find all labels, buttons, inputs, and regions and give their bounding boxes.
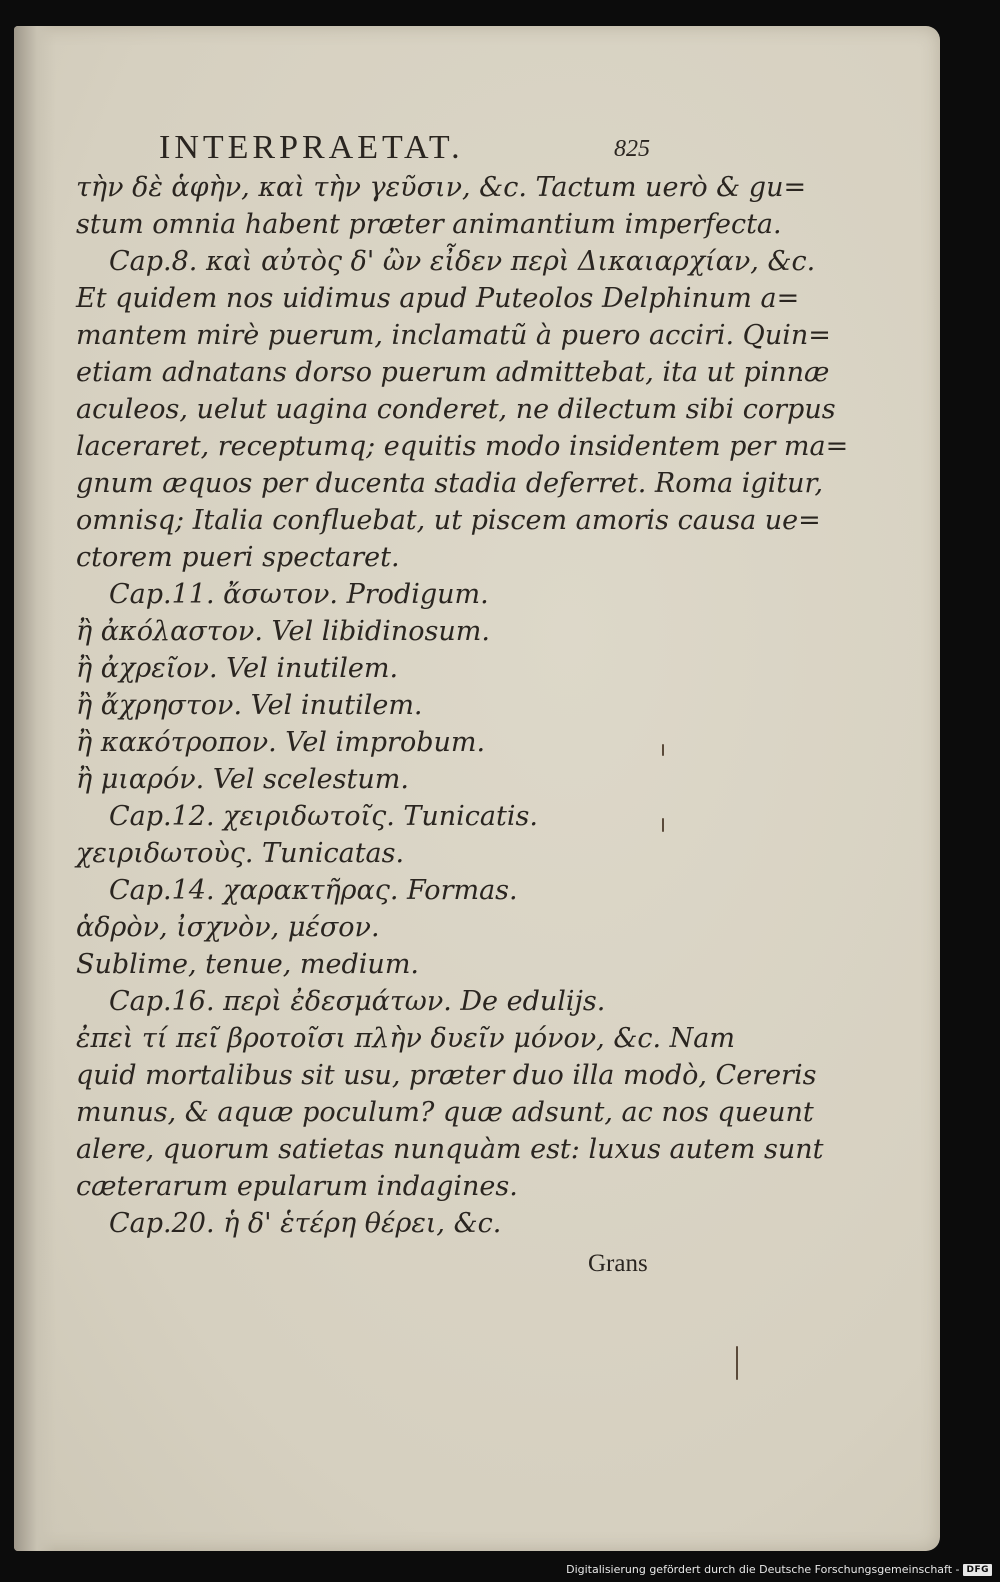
text-line: Cap.12. χειριδωτοῖς. Tunicatis. xyxy=(109,801,538,832)
text-line: alere, quorum satietas nunquàm est: luxus autem sunt xyxy=(76,1134,824,1165)
text-line: gnum æquos per ducenta stadia deferret. Roma igitur, xyxy=(76,468,824,499)
text-line: cæterarum epularum indagines. xyxy=(76,1171,518,1202)
text-line: quid mortalibus sit usu, præter duo illa modò, Cereris xyxy=(76,1060,817,1091)
text-line: χειριδωτοὺς. Tunicatas. xyxy=(76,838,405,869)
text-line: ἐπεὶ τί πεῖ βροτοῖσι πλὴν δυεῖν μόνον, &c. Nam xyxy=(76,1023,735,1054)
text-line: ἁδρὸν, ἰσχνὸν, μέσον. xyxy=(76,912,380,943)
text-line: etiam adnatans dorso puerum admittebat, ita ut pinnæ xyxy=(76,357,830,388)
dfg-logo: DFG xyxy=(963,1564,992,1576)
text-line: Cap.8. καὶ αὐτὸς δ' ὢν εἶδεν περὶ Δικαιαρχίαν, &c. xyxy=(109,246,816,277)
text-line: stum omnia habent præter animantium imperfecta. xyxy=(76,209,782,240)
text-line: ἢ κακότροπον. Vel improbum. xyxy=(76,727,486,758)
margin-mark xyxy=(662,744,664,756)
credit-text: Digitalisierung gefördert durch die Deutsche Forschungsgemeinschaft - xyxy=(566,1563,960,1576)
text-line: Cap.20. ἡ δ' ἑτέρη θέρει, &c. xyxy=(109,1208,502,1239)
text-line: ἢ μιαρόν. Vel scelestum. xyxy=(76,764,409,795)
text-line: Cap.11. ἄσωτον. Prodigum. xyxy=(109,579,489,610)
digitization-credit xyxy=(566,1563,992,1576)
text-line: ἢ ἄχρηστον. Vel inutilem. xyxy=(76,690,423,721)
text-line: Sublime, tenue, medium. xyxy=(76,949,420,980)
catchword: Grans xyxy=(588,1250,648,1277)
text-line: ἢ ἀχρεῖον. Vel inutilem. xyxy=(76,653,399,684)
page-number: 825 xyxy=(614,136,650,162)
text-line: Cap.16. περὶ ἐδεσμάτων. De edulijs. xyxy=(109,986,606,1017)
text-line: laceraret, receptumq; equitis modo insidentem per ma= xyxy=(76,431,849,462)
page-text xyxy=(14,26,940,1551)
text-line: τὴν δὲ ἁφὴν, καὶ τὴν γεῦσιν, &c. Tactum uerò & gu= xyxy=(76,172,807,203)
text-line: mantem mirè puerum, inclamatũ à puero acciri. Quin= xyxy=(76,320,831,351)
margin-mark xyxy=(736,1346,738,1380)
text-line: Et quidem nos uidimus apud Puteolos Delphinum a= xyxy=(76,283,800,314)
text-line: munus, & aquæ poculum? quæ adsunt, ac nos queunt xyxy=(76,1097,814,1128)
text-line: ἢ ἀκόλαστον. Vel libidinosum. xyxy=(76,616,490,647)
text-line: aculeos, uelut uagina conderet, ne dilectum sibi corpus xyxy=(76,394,836,425)
book-page xyxy=(14,26,940,1551)
margin-mark xyxy=(662,818,664,832)
text-line: ctorem pueri spectaret. xyxy=(76,542,400,573)
text-line: omnisq; Italia confluebat, ut piscem amoris causa ue= xyxy=(76,505,821,536)
running-head: INTERPRAETAT. xyxy=(159,129,464,166)
text-line: Cap.14. χαρακτῆρας. Formas. xyxy=(109,875,518,906)
